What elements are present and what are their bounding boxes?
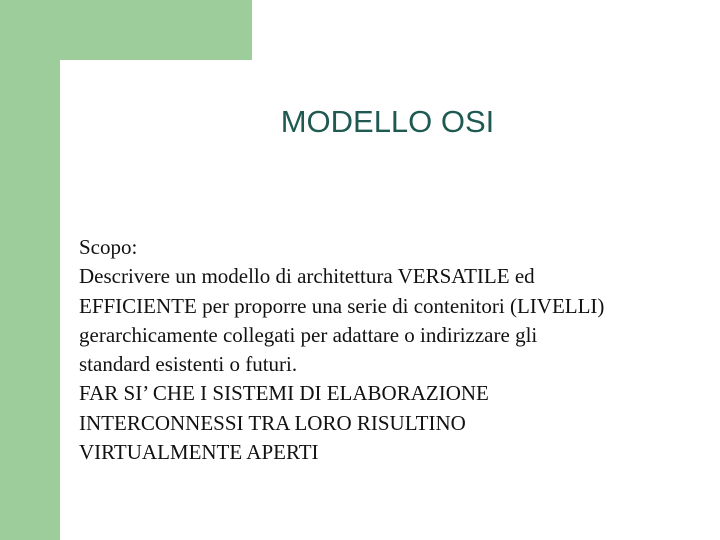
slide-title: MODELLO OSI (280, 104, 495, 139)
body-line: gerarchicamente collegati per adattare o indirizzare gli (79, 322, 538, 347)
body-line: EFFICIENTE per proporre una serie di contenitori (LIVELLI) (79, 293, 605, 318)
slide-body (79, 233, 709, 467)
body-line: Scopo: (79, 235, 138, 259)
body-line: standard esistenti o futuri. (79, 352, 298, 377)
body-line: INTERCONNESSI TRA LORO RISULTINO (79, 410, 466, 435)
decorative-left-bar (0, 0, 60, 540)
body-line: VIRTUALMENTE APERTI (79, 440, 319, 465)
decorative-top-bar (0, 0, 252, 60)
body-line: FAR SI’ CHE I SISTEMI DI ELABORAZIONE (79, 381, 489, 406)
body-line: Descrivere un modello di architettura VERSATILE ed (79, 264, 535, 289)
